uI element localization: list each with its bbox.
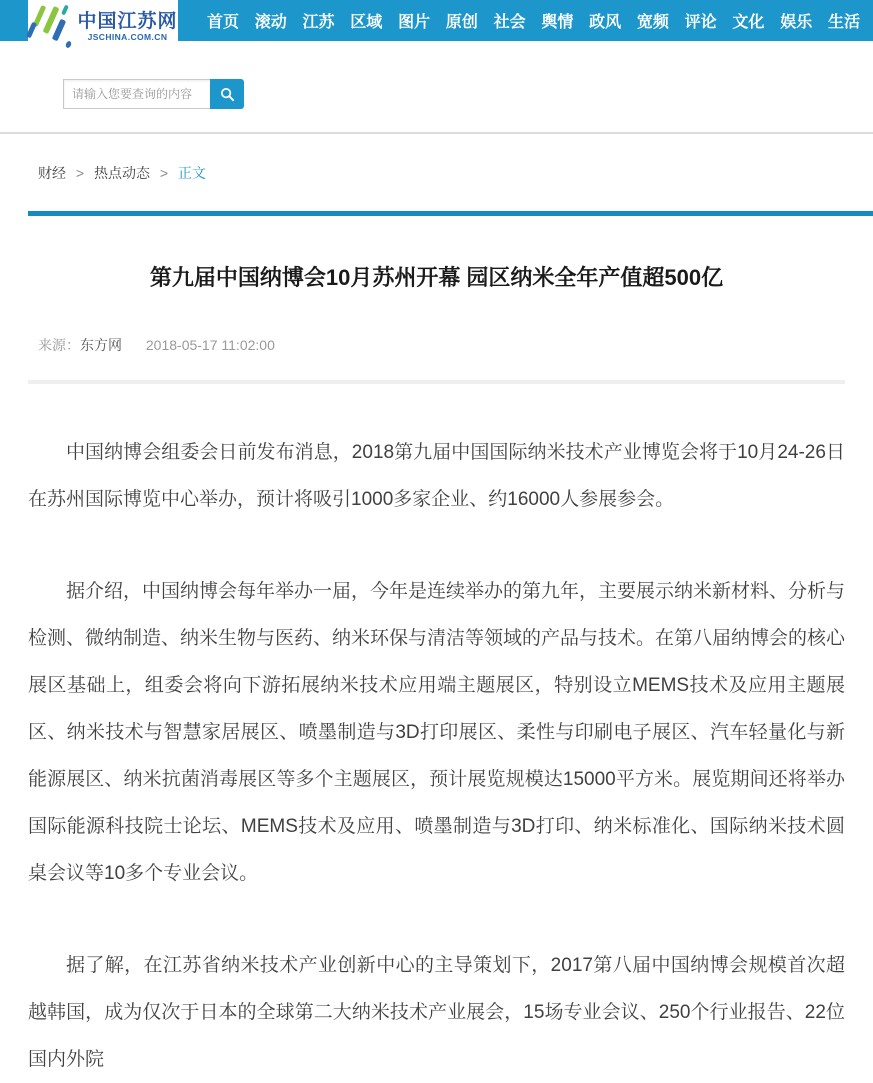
top-nav-bar — [0, 0, 873, 41]
article-paragraph: 据了解，在江苏省纳米技术产业创新中心的主导策划下，2017第八届中国纳博会规模首次超越韩国，成为仅次于日本的全球第二大纳米技术产业展会，15场专业会议、250个行业报告、22位国内外院 — [28, 954, 845, 1070]
breadcrumb-separator: > — [75, 165, 85, 181]
publish-datetime: 2018-05-17 11:02:00 — [145, 336, 275, 353]
breadcrumb-item-caijing[interactable]: 财经 — [38, 165, 66, 181]
nav-item[interactable]: 图片 — [398, 14, 431, 31]
nav-item[interactable]: 区域 — [350, 14, 383, 31]
nav-item[interactable]: 娱乐 — [780, 14, 813, 31]
search-input[interactable] — [63, 79, 210, 109]
nav-item[interactable]: 原创 — [445, 14, 478, 31]
nav-item[interactable]: 文化 — [732, 14, 765, 31]
section-divider — [28, 211, 873, 216]
main-nav — [207, 9, 873, 32]
breadcrumb-item-current: 正文 — [177, 165, 206, 181]
nav-item[interactable]: 政风 — [589, 14, 622, 31]
jschina-logo-icon — [28, 4, 72, 50]
nav-item[interactable]: 生活 — [827, 14, 860, 31]
breadcrumb-separator: > — [159, 165, 169, 181]
nav-item[interactable]: 江苏 — [302, 14, 335, 31]
site-name: 中国江苏网 — [77, 10, 178, 32]
article-paragraph: 据介绍，中国纳博会每年举办一届，今年是连续举办的第九年，主要展示纳米新材料、分析与检测、微纳制造、纳米生物与医药、纳米环保与清洁等领域的产品与技术。在第八届纳博会的核心展区基础上，组委会将向下游拓展纳米技术应用端主题展区，特别设立MEMS技术及应用主题展区、纳米技术与智慧家居展区、喷墨制造与3D打印展区、柔性与印刷电子展区、汽车轻量化与新能源展区、纳米抗菌消毒展区等多个主题展区，预计展览规模达15000平方米。展览期间还将举办国际能源科技院士论坛、MEMS技术及应用、喷墨制造与3D打印、纳米标准化、国际纳米技术圆桌会议等10多个专业会议。 — [28, 580, 846, 884]
breadcrumb — [0, 134, 873, 183]
site-domain: JSCHINA.COM.CN — [87, 32, 168, 43]
nav-item[interactable]: 滚动 — [254, 14, 287, 31]
search-section — [0, 41, 873, 134]
search-icon — [219, 86, 236, 103]
meta-divider — [28, 380, 845, 384]
article-body — [28, 429, 845, 1083]
nav-item[interactable]: 宽频 — [636, 14, 669, 31]
site-logo[interactable] — [28, 0, 178, 53]
nav-item[interactable]: 评论 — [684, 14, 717, 31]
nav-item[interactable]: 社会 — [493, 14, 526, 31]
breadcrumb-item-hotspot[interactable]: 热点动态 — [93, 165, 150, 181]
search-button[interactable] — [210, 79, 244, 109]
article-paragraph: 中国纳博会组委会日前发布消息，2018第九届中国国际纳米技术产业博览会将于10月24-26日在苏州国际博览中心举办，预计将吸引1000多家企业、约16000人参展参会。 — [28, 441, 845, 510]
search-box — [63, 79, 244, 109]
source-label: 来源： — [38, 336, 80, 353]
source-name: 东方网 — [80, 336, 122, 353]
article — [28, 264, 845, 1083]
site-logo-text — [77, 11, 177, 43]
article-meta — [38, 335, 845, 355]
nav-item[interactable]: 首页 — [207, 14, 240, 31]
nav-item[interactable]: 舆情 — [541, 14, 574, 31]
article-title: 第九届中国纳博会10月苏州开幕 园区纳米全年产值超500亿 — [149, 265, 724, 290]
